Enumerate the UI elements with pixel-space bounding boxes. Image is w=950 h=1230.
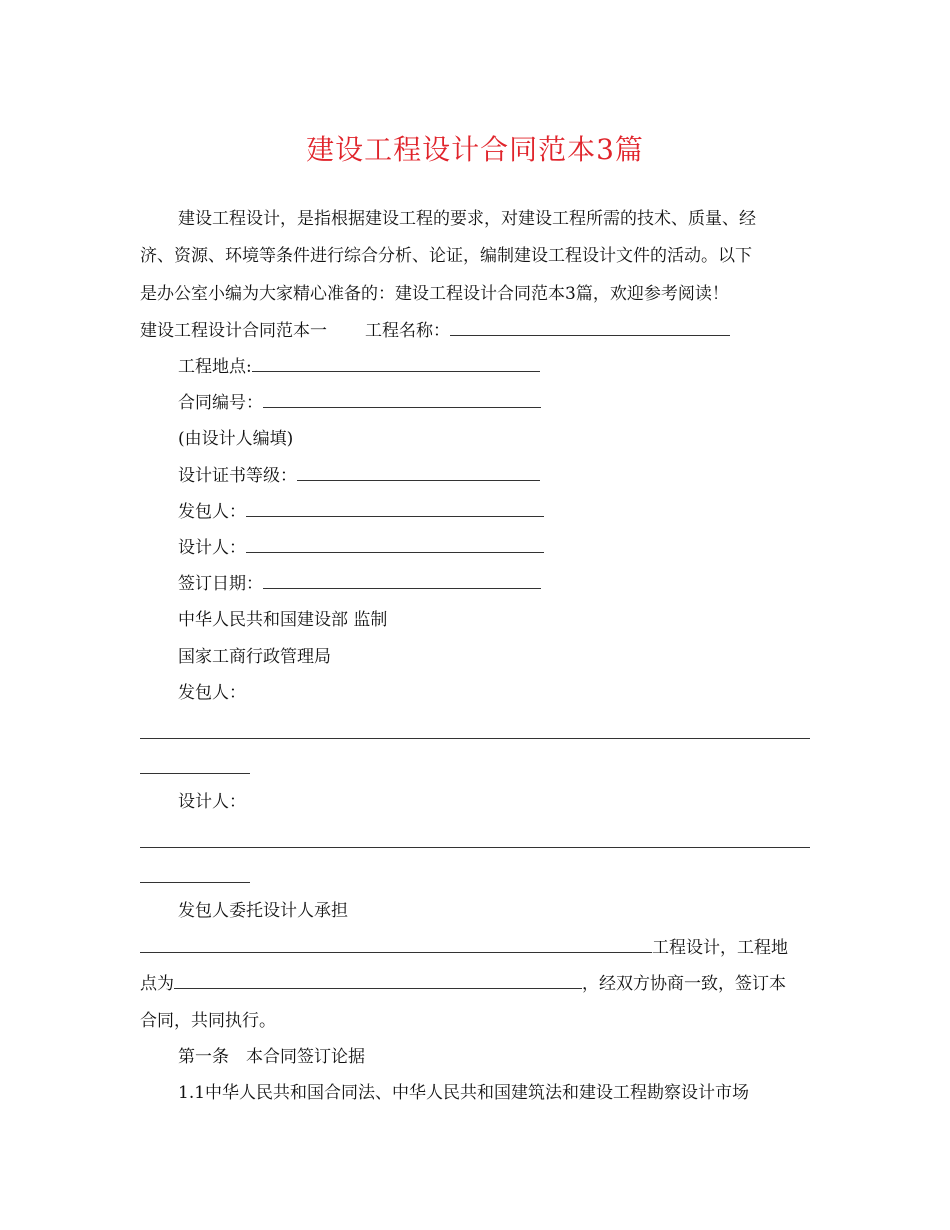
project-name-blank — [450, 321, 730, 336]
sign-date-row — [178, 573, 541, 595]
intro-line-1: 建设工程设计，是指根据建设工程的要求，对建设工程所需的技术、质量、经 — [178, 209, 756, 229]
project-row — [140, 937, 788, 959]
location-blank — [174, 974, 582, 989]
clause-1-1: 1.1中华人民共和国合同法、中华人民共和国建筑法和建设工程勘察设计市场 — [178, 1083, 750, 1103]
cert-grade-row — [178, 465, 540, 487]
employer-label-2: 发包人： — [178, 683, 246, 703]
entrust-tail: 工程设计，工程地 — [652, 938, 788, 958]
contract-no-row — [178, 392, 541, 414]
project-location-row — [178, 356, 540, 378]
location-prefix: 点为 — [140, 974, 174, 994]
contract-end: 合同，共同执行。 — [140, 1011, 276, 1031]
project-blank — [140, 938, 652, 953]
filled-by-designer: (由设计人编填) — [178, 429, 294, 449]
document-title: 建设工程设计合同范本3篇 — [306, 133, 644, 166]
sample-heading: 建设工程设计合同范本一 — [140, 321, 327, 341]
designer-signature-line — [140, 847, 810, 848]
sign-date-label: 签订日期： — [178, 574, 263, 594]
contract-no-blank — [263, 393, 541, 408]
project-location-label: 工程地点: — [178, 357, 252, 377]
location-row — [140, 973, 786, 995]
designer-row — [178, 537, 544, 559]
designer-signature-line-tail — [140, 882, 250, 883]
entrust-line: 发包人委托设计人承担 — [178, 901, 348, 921]
employer-blank — [246, 502, 544, 517]
project-location-blank — [252, 357, 540, 372]
employer-signature-line — [140, 738, 810, 739]
location-tail: ，经双方协商一致，签订本 — [582, 974, 786, 994]
cert-grade-label: 设计证书等级： — [178, 466, 297, 486]
employer-signature-line-tail — [140, 773, 250, 774]
sample-heading-row — [140, 320, 730, 342]
employer-label: 发包人： — [178, 502, 246, 522]
project-name-label: 工程名称： — [365, 321, 450, 341]
admin-line: 国家工商行政管理局 — [178, 647, 331, 667]
designer-blank — [246, 538, 544, 553]
supervisor-line: 中华人民共和国建设部 监制 — [178, 610, 388, 630]
article-1-heading: 第一条 本合同签订论据 — [178, 1047, 365, 1067]
intro-line-2: 济、资源、环境等条件进行综合分析、论证，编制建设工程设计文件的活动。以下 — [140, 246, 752, 266]
designer-label: 设计人： — [178, 538, 246, 558]
intro-line-3: 是办公室小编为大家精心准备的：建设工程设计合同范本3篇，欢迎参考阅读！ — [140, 284, 729, 304]
sign-date-blank — [263, 574, 541, 589]
designer-label-2: 设计人： — [178, 792, 246, 812]
employer-row — [178, 501, 544, 523]
contract-no-label: 合同编号： — [178, 393, 263, 413]
cert-grade-blank — [297, 466, 540, 481]
